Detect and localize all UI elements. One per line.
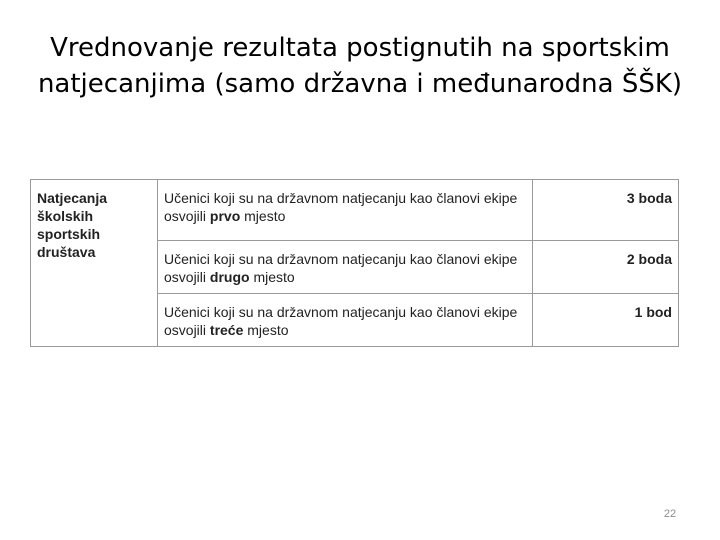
slide-title <box>0 30 720 102</box>
scoring-table <box>30 179 679 347</box>
slide-title-line-2: natjecanjima (samo državna i međunarodna ŠŠK) <box>37 69 683 99</box>
placement-text: drugo <box>209 269 250 285</box>
page-number: 22 <box>663 508 677 520</box>
points-cell: 1 bod <box>533 294 679 347</box>
placement-text: treće <box>209 322 244 338</box>
placement-text: prvo <box>209 208 241 224</box>
table-row <box>31 180 679 241</box>
description-cell <box>158 180 533 241</box>
slide-title-line-1: Vrednovanje rezultata postignutih na sportskim <box>50 33 670 63</box>
description-text: Učenici koji su na državnom natjecanju kao članovi ekipe osvojili <box>164 304 518 338</box>
description-text: Učenici koji su na državnom natjecanju kao članovi ekipe osvojili <box>164 190 518 224</box>
description-suffix: mjesto <box>240 208 286 224</box>
description-cell <box>158 294 533 347</box>
description-suffix: mjesto <box>249 269 295 285</box>
description-suffix: mjesto <box>243 322 289 338</box>
points-cell: 3 boda <box>533 180 679 241</box>
points-cell: 2 boda <box>533 241 679 294</box>
description-text: Učenici koji su na državnom natjecanju kao članovi ekipe osvojili <box>164 251 518 285</box>
category-cell: Natjecanja školskih sportskih društava <box>31 180 158 347</box>
description-cell <box>158 241 533 294</box>
